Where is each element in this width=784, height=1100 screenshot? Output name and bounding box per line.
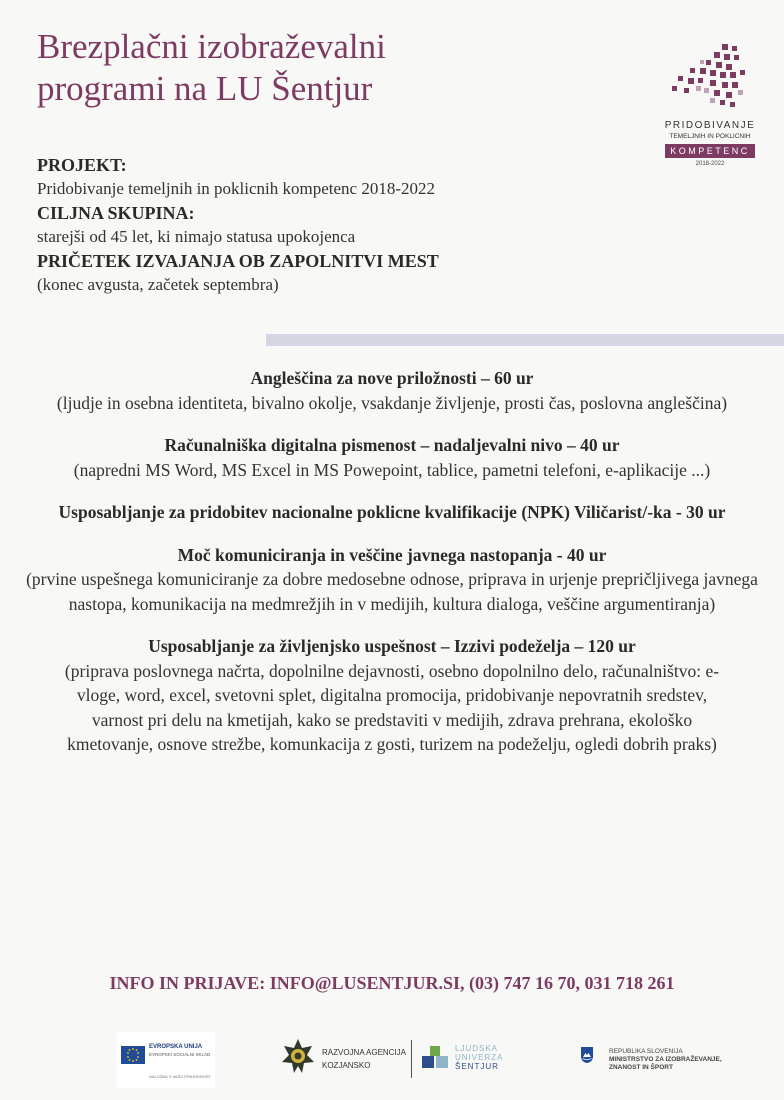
ra-line-2: KOZJANSKO	[322, 1061, 371, 1070]
course-item	[20, 366, 764, 415]
course-description: (ljudje in osebna identiteta, bivalno okolje, vsakdanje življenje, prosti čas, poslovna angleščina)	[56, 392, 728, 413]
logo-line-1: PRIDOBIVANJE	[664, 120, 756, 131]
course-title: Računalniška digitalna pismenost – nadaljevalni nivo – 40 ur	[164, 435, 620, 455]
course-title: Usposabljanje za pridobitev nacionalne poklicne kvalifikacije (NPK) Viličarist/-ka - 30 ur	[58, 502, 726, 522]
razvojna-agencija-text	[322, 1046, 406, 1072]
start-value: (konec avgusta, začetek septembra)	[37, 275, 279, 294]
project-info	[37, 153, 637, 297]
title-line-2: programi na LU Šentjur	[37, 69, 373, 108]
rs-line-2: MINISTRSTVO ZA IZOBRAŽEVANJE,	[609, 1056, 722, 1063]
page-title	[37, 26, 386, 110]
eu-line-1: EVROPSKA UNIJA	[149, 1044, 203, 1050]
ljudska-univerza-squares-icon	[422, 1044, 452, 1070]
slovenia-coat-of-arms-icon	[580, 1046, 594, 1064]
course-list	[20, 366, 764, 775]
eu-line-2: EVROPSKI SOCIALNI SKLAD	[149, 1052, 211, 1057]
project-logo	[660, 42, 760, 172]
course-title: Angleščina za nove priložnosti – 60 ur	[250, 368, 534, 388]
target-group-value: starejši od 45 let, ki nimajo statusa upokojenca	[37, 227, 356, 246]
logo-line-4: 2018-2022	[695, 161, 725, 167]
sponsor-logos	[0, 1028, 784, 1090]
project-label: PROJEKT:	[37, 155, 127, 175]
section-divider	[266, 334, 784, 346]
course-item	[20, 543, 764, 617]
course-description: (napredni MS Word, MS Excel in MS Powepoint, tablice, pametni telefoni, e-aplikacije ...)	[73, 459, 711, 480]
start-label: PRIČETEK IZVAJANJA OB ZAPOLNITVI MEST	[37, 251, 439, 271]
eu-flag-icon	[121, 1046, 145, 1064]
rs-line-1: REPUBLIKA SLOVENIJA	[609, 1048, 683, 1055]
eu-line-3: NALOŽBA V VAŠO PRIHODNOST	[149, 1074, 211, 1079]
course-description: (prvine uspešnega komuniciranje za dobre medosebne odnose, priprava in urjenje prepričljivega javnega nastopa, komunikacija na medmrežjih in v medijih, kultura dialoga, veščine argumentiranja)	[26, 569, 758, 614]
contact-info: INFO IN PRIJAVE: INFO@LUSENTJUR.SI, (03) 747 16 70, 031 718 261	[109, 973, 675, 993]
logo-line-2: TEMELJNIH IN POKLICNIH	[669, 133, 751, 140]
footer-separator	[411, 1040, 412, 1078]
lu-line-2: UNIVERZA	[455, 1053, 504, 1062]
course-item	[20, 500, 764, 525]
lu-line-1: LJUDSKA	[455, 1044, 499, 1053]
logo-dots-icon	[670, 42, 750, 112]
project-value: Pridobivanje temeljnih in poklicnih kompetenc 2018-2022	[37, 179, 436, 198]
logo-line-3: KOMPETENC	[665, 144, 755, 158]
ministry-text	[609, 1048, 722, 1072]
target-group-label: CILJNA SKUPINA:	[37, 203, 195, 223]
eu-logo	[117, 1032, 215, 1088]
course-description: (priprava poslovnega načrta, dopolnilne dejavnosti, osebno dopolnilno delo, računalništvo: e-vloge, word, excel, svetovni splet, digitalna promocija, pridobivanje nepovratnih sredstev, varnost pri delu na kmetijah, kako se predstaviti v medijih, zdrava prehrana, ekološko kmetovanje, osnove strežbe, komunkacija z gosti, turizem na podeželju, ogledi dobrih praks)	[64, 660, 720, 754]
razvojna-agencija-star-icon	[280, 1038, 316, 1074]
course-title: Usposabljanje za življenjsko uspešnost – Izzivi podeželja – 120 ur	[148, 636, 636, 656]
course-item	[20, 433, 764, 482]
lu-line-3: ŠENTJUR	[455, 1062, 499, 1071]
ra-line-1: RAZVOJNA AGENCIJA	[322, 1048, 407, 1057]
course-item	[20, 634, 764, 757]
title-line-1: Brezplačni izobraževalni	[37, 27, 386, 66]
ljudska-univerza-text	[455, 1044, 503, 1071]
course-title: Moč komuniciranja in veščine javnega nastopanja - 40 ur	[177, 544, 607, 565]
rs-line-3: ZNANOST IN ŠPORT	[609, 1064, 673, 1071]
